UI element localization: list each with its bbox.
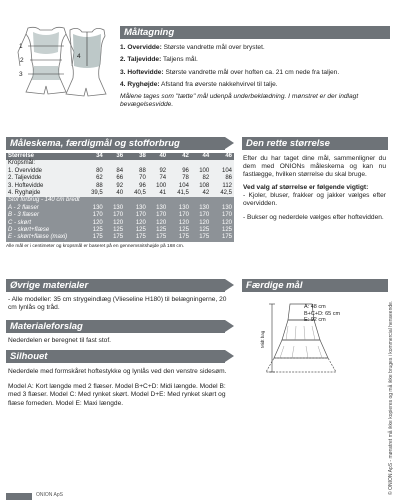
measurement-note: Målene tages som "tætte" mål udenpå underbeklædning. I mønstret er der indlagt bevægelsesvidde. — [120, 92, 359, 109]
table-cell: 170 — [199, 212, 210, 219]
materialeforslag-content — [8, 337, 230, 345]
table-cell: 78 — [182, 175, 189, 182]
materialeforslag-text: Nederdelen er beregnet til fast stof. — [8, 337, 111, 344]
copyright-text: © ONION ApS - mønstret må ikke kopieres og må ikke bruges i kommercial henseende. — [388, 300, 394, 495]
measurement-item — [120, 44, 392, 52]
table-subheader: Stof forbrug - 140 cm bredt — [8, 197, 80, 204]
section-header-faerdige — [242, 279, 388, 292]
section-title: Den rette størrelse — [246, 138, 330, 149]
table-row — [6, 212, 234, 219]
section-title: Øvrige materialer — [10, 280, 89, 291]
table-note: Alle mål er i centimeter og kropsmål er baseret på en gennemsnitshøjde på 168 cm. — [6, 243, 185, 249]
measurement-text: Afstand fra øverste nakkehvirvel til talje. — [161, 81, 278, 89]
midt-bag-label: Midt bag — [260, 330, 265, 348]
table-cell: 130 — [178, 204, 189, 211]
table-cell: E - skørt+flæse (maxi) — [8, 234, 68, 241]
finished-measure-a: A: 48 cm — [304, 304, 326, 310]
ovrige-text: - Alle modeller: 35 cm strygeindlæg (Vlieseline H180) til belægningerne, 20 cm lynlås og tråd. — [8, 296, 227, 312]
footer-brand-text: ONION ApS — [36, 492, 63, 498]
table-cell: 84 — [116, 167, 124, 174]
table-cell: 92 — [159, 167, 167, 174]
finished-measure-bcd: B+C+D: 65 cm — [304, 310, 341, 317]
measurement-number: 4. Ryghøjde: — [120, 81, 160, 89]
table-cell: 120 — [113, 219, 124, 226]
den-rette-paragraph: Efter du har taget dine mål, sammenligner du dem med ONIONs måleskema og kan nu fastlægge, hvilken størrelse du skal bruge. — [243, 155, 386, 179]
table-cell: 42 — [202, 190, 210, 197]
table-header-row — [6, 153, 234, 160]
table-cell: 125 — [199, 227, 210, 234]
body-measurement-figure — [6, 22, 111, 112]
section-header-ovrige — [6, 279, 225, 292]
section-title: Måleskema, færdigmål og stofforbrug — [10, 138, 180, 149]
table-cell: 125 — [221, 227, 232, 234]
table-header-cell: 46 — [225, 153, 232, 159]
table-header-cell: 34 — [96, 153, 103, 159]
table-cell: 130 — [221, 204, 232, 211]
table-cell: 170 — [113, 212, 124, 219]
section-title: Måltagning — [124, 27, 175, 38]
table-cell: C - skørt — [8, 219, 31, 226]
table-row — [6, 168, 234, 175]
header-arrow-icon — [225, 137, 234, 149]
table-subheader-row — [6, 197, 234, 204]
measurement-item — [120, 69, 392, 77]
footer-brand — [36, 492, 63, 498]
table-cell: 125 — [178, 227, 189, 234]
table-cell: 120 — [199, 219, 210, 226]
table-subheader-row — [6, 160, 234, 167]
table-cell: 86 — [225, 175, 232, 182]
table-cell: 130 — [92, 204, 103, 211]
table-cell: A - 2 flæser — [8, 204, 39, 211]
measurement-item — [120, 56, 392, 64]
header-arrow-icon — [225, 279, 234, 291]
table-header-cell: Størrelse — [8, 153, 35, 159]
table-cell: 41,5 — [177, 190, 189, 197]
copyright-vertical — [388, 301, 394, 495]
table-cell: 170 — [92, 212, 103, 219]
den-rette-bullet: - Kjoler, bluser, frakker og jakker vælges efter overvidden. — [243, 191, 386, 208]
section-title: Materialeforslag — [10, 321, 83, 332]
table-cell: 96 — [139, 182, 146, 189]
table-subheader: Kropsmål: — [8, 160, 36, 167]
table-cell: 88 — [139, 167, 146, 174]
section-header-maleskema — [6, 137, 225, 150]
section-header-silhuet — [6, 350, 225, 363]
table-cell: 120 — [156, 219, 167, 226]
table-cell: 170 — [178, 212, 189, 219]
table-cell: 120 — [178, 219, 189, 226]
table-row — [6, 234, 234, 241]
table-cell: 70 — [139, 175, 146, 182]
footer-bar — [6, 493, 32, 500]
table-cell: 108 — [199, 182, 210, 189]
measurement-descriptions — [120, 44, 392, 113]
table-cell: 175 — [156, 234, 167, 241]
table-cell: 100 — [199, 167, 210, 174]
table-cell: 100 — [156, 182, 167, 189]
measurement-number: 1. Overvidde: — [120, 44, 162, 51]
table-cell: 170 — [135, 212, 146, 219]
table-cell: 40,5 — [134, 190, 146, 197]
table-cell: 175 — [113, 234, 124, 241]
table-cell: 1. Overvidde — [8, 167, 43, 174]
table-cell: 40 — [116, 190, 124, 197]
finished-measurements-text — [304, 304, 340, 324]
header-arrow-icon — [225, 350, 234, 362]
table-cell: 88 — [96, 182, 103, 189]
table-header-cell: 40 — [159, 153, 167, 159]
figure-label-2: 2 — [20, 57, 24, 64]
table-cell: B - 3 flæser — [8, 212, 40, 219]
table-row — [6, 183, 234, 190]
table-cell: 41 — [159, 190, 167, 197]
table-cell: 92 — [116, 182, 124, 189]
table-header-cell: 42 — [182, 153, 189, 159]
table-cell: 66 — [116, 175, 124, 182]
den-rette-content — [243, 155, 386, 222]
table-header-cell: 38 — [139, 153, 146, 159]
table-cell: 130 — [113, 204, 124, 211]
table-cell: 104 — [178, 182, 189, 189]
table-cell: 39,5 — [91, 190, 103, 197]
finished-measure-e: E: 92 cm — [304, 317, 326, 324]
table-cell: 4. Ryghøjde — [8, 190, 41, 197]
table-cell: 96 — [182, 167, 189, 174]
table-row — [6, 175, 234, 182]
figure-label-3: 3 — [19, 71, 23, 78]
table-row — [6, 190, 234, 197]
table-cell: 125 — [135, 227, 146, 234]
measurement-text: Største vandrette mål over hoften ca. 21 cm nede fra taljen. — [165, 68, 340, 76]
table-cell: 175 — [92, 234, 103, 241]
section-header-den-rette — [242, 137, 388, 150]
silhuet-paragraph: Model A: Kort længde med 2 flæser. Model B+C+D: Midi længde. Model B: med 3 flæser. Model C: Med rynket skørt. Model D+E: Med rynket skørt og flæse forneden. Model E: Maxi længde. — [8, 383, 226, 407]
measurement-number: 3. Hoftevidde: — [120, 68, 164, 76]
table-cell: 130 — [199, 204, 210, 211]
measurement-item — [120, 81, 392, 89]
table-cell: 175 — [135, 234, 146, 241]
figure-label-1: 1 — [19, 43, 23, 50]
table-cell: 170 — [221, 212, 232, 219]
table-row — [6, 220, 234, 227]
table-cell: 175 — [199, 234, 210, 241]
size-table — [6, 153, 234, 249]
measurement-text: Største vandrette mål over brystet. — [163, 44, 265, 51]
table-cell: 82 — [202, 175, 210, 182]
table-cell: 125 — [156, 227, 167, 234]
table-cell: 42,5 — [220, 190, 232, 197]
table-cell: D - skørt+flæse — [8, 227, 50, 234]
table-cell: 74 — [159, 175, 167, 182]
header-arrow-icon — [225, 320, 234, 332]
table-header-cell: 44 — [202, 153, 210, 159]
table-cell: 120 — [221, 219, 232, 226]
table-cell: 175 — [221, 234, 232, 241]
table-cell: 3. Hoftevidde — [8, 182, 44, 189]
table-cell: 120 — [92, 219, 103, 226]
table-cell: 120 — [135, 219, 146, 226]
figure-label-4: 4 — [77, 53, 81, 60]
table-cell: 130 — [156, 204, 167, 211]
measurement-number: 2. Taljevidde: — [120, 56, 162, 64]
table-cell: 125 — [92, 227, 103, 234]
silhuet-content — [8, 368, 230, 408]
table-row — [6, 227, 234, 234]
table-row — [6, 205, 234, 212]
section-title: Silhouet — [10, 351, 48, 362]
table-cell: 104 — [221, 167, 232, 174]
ovrige-content — [8, 296, 230, 312]
table-cell: 80 — [96, 167, 103, 174]
table-cell: 112 — [222, 182, 232, 189]
table-cell: 170 — [156, 212, 167, 219]
silhuet-paragraph: Nederdele med formskåret hoftestykke og lynlås ved den venstre sidesøm. — [8, 368, 227, 375]
section-header-materialeforslag — [6, 320, 225, 333]
section-header-maltagning — [120, 26, 390, 39]
den-rette-bullet: - Bukser og nederdele vælges efter hoftevidden. — [243, 214, 384, 222]
den-rette-heading: Ved valg af størrelse er følgende vigtigt: — [243, 183, 369, 191]
table-cell: 130 — [135, 204, 146, 211]
table-cell: 125 — [113, 227, 124, 234]
table-cell: 62 — [96, 175, 103, 182]
table-header-cell: 36 — [116, 153, 124, 159]
table-cell: 2. Taljevidde — [8, 175, 42, 182]
section-title: Færdige mål — [246, 280, 303, 291]
table-cell: 175 — [178, 234, 189, 241]
measurement-text: Taljens mål. — [163, 56, 198, 64]
